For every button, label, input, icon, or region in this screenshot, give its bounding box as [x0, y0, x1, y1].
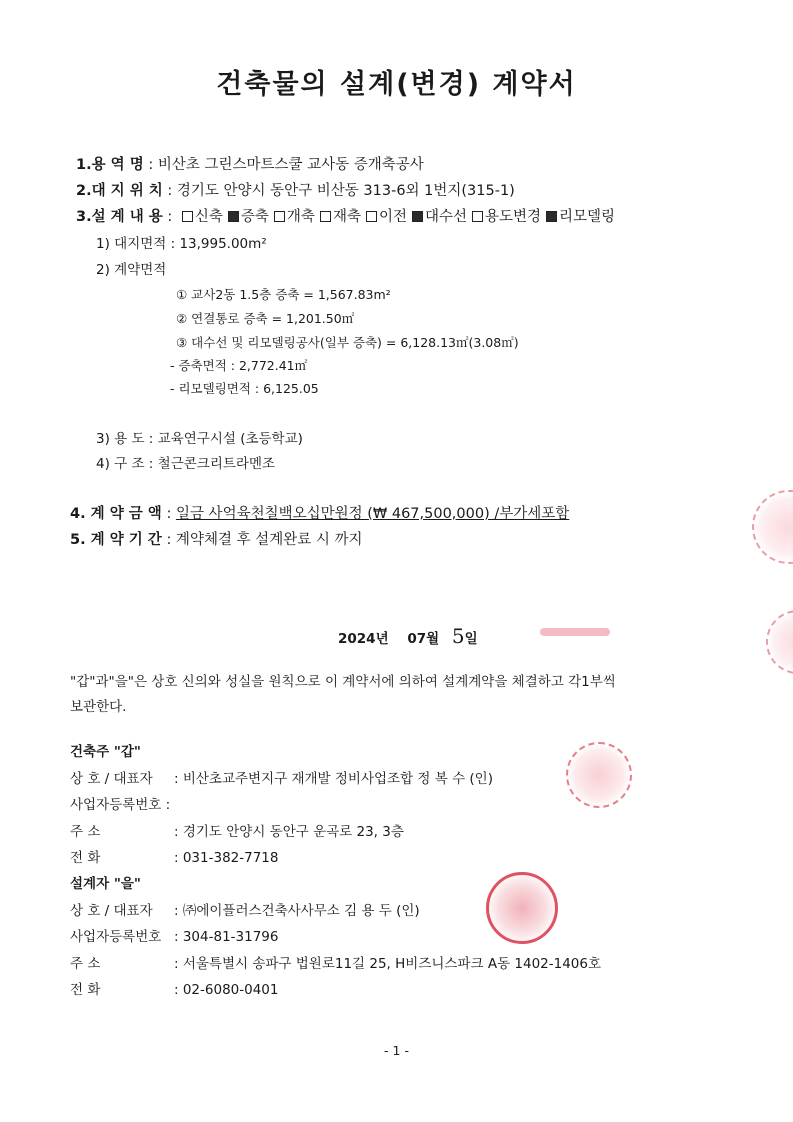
preamble-line-2: 보관한다.: [70, 699, 127, 715]
party-b-rep-label: 상 호 / 대표자: [70, 903, 153, 919]
party-b-rep-row: [70, 899, 420, 919]
option-checkbox-6: [472, 211, 483, 222]
contract-amount-value: 일금 사억육천칠백오십만원정 (₩ 467,500,000) /부가세포함: [175, 506, 570, 522]
area-item-3: ③ 대수선 및 리모델링공사(일부 증축) = 6,128.13㎡(3.08㎡): [176, 335, 519, 350]
document-title: 건축물의 설계(변경) 계약서: [216, 69, 577, 100]
contract-amount-row: [70, 502, 569, 523]
design-content-row: [76, 205, 615, 226]
option-label-0: 신축: [194, 209, 223, 225]
party-a-addr-label: 주 소: [70, 824, 101, 840]
contract-amount-label: 4. 계 약 금 액: [70, 506, 162, 522]
party-b-tel-label: 전 화: [70, 982, 101, 998]
option-checkbox-7: [546, 211, 557, 222]
extension-area: - 증축면적 : 2,772.41㎡: [170, 358, 308, 373]
option-label-6: 용도변경: [485, 209, 542, 225]
party-b-seal: [486, 872, 558, 944]
option-checkbox-1: [228, 211, 239, 222]
structure-row: 4) 구 조 : 철근콘크리트라멘조: [96, 456, 276, 472]
party-a-tel-label: 전 화: [70, 850, 101, 866]
party-a-reg-label: 사업자등록번호 :: [70, 797, 171, 813]
contract-date: [338, 624, 478, 648]
use-row: 3) 용 도 : 교육연구시설 (초등학교): [96, 431, 303, 447]
seal-impression-margin-top: [752, 490, 793, 564]
contract-period-value: : 계약체결 후 설계완료 시 까지: [166, 532, 363, 548]
area-item-1: ① 교사2동 1.5층 증축 = 1,567.83m²: [176, 287, 391, 302]
party-b-tel-value: : 02-6080-0401: [174, 982, 279, 998]
service-name-label: 1.용 역 명: [76, 157, 144, 173]
option-label-7: 리모델링: [559, 209, 616, 225]
area-item-2: ② 연결통로 증축 = 1,201.50㎡: [176, 311, 355, 326]
site-area: 1) 대지면적 : 13,995.00m²: [96, 236, 267, 252]
party-a-seal: [566, 742, 632, 808]
option-label-2: 개축: [286, 209, 315, 225]
party-b-reg-label: 사업자등록번호: [70, 929, 162, 945]
party-b-addr-value: : 서울특별시 송파구 법원로11길 25, H비즈니스파크 A동 1402-1406호: [174, 956, 602, 972]
party-b-reg-value: : 304-81-31796: [174, 929, 279, 945]
party-a-heading: 건축주 "갑": [70, 744, 141, 760]
design-content-label: 3.설 계 내 용: [76, 209, 163, 225]
party-b-heading: 설계자 "을": [70, 876, 141, 892]
design-content-colon: :: [167, 209, 173, 225]
remodel-area: - 리모델링면적 : 6,125.05: [170, 381, 319, 396]
seal-impression-margin-mid: [766, 610, 793, 674]
contract-amount-colon: :: [166, 506, 172, 522]
site-location-row: [76, 179, 515, 200]
option-label-3: 재축: [332, 209, 361, 225]
service-name-value: : 비산초 그린스마트스쿨 교사동 증개축공사: [148, 157, 424, 173]
option-checkbox-2: [274, 211, 285, 222]
page-number: - 1 -: [384, 1043, 409, 1058]
party-a-rep-label: 상 호 / 대표자: [70, 771, 153, 787]
contract-area-heading: 2) 계약면적: [96, 262, 167, 278]
party-b-tel-row: [70, 978, 278, 998]
party-a-rep-value: : 비산초교주변지구 재개발 정비사업조합 정 복 수 (인): [174, 771, 493, 787]
option-checkbox-5: [412, 211, 423, 222]
party-b-addr-row: [70, 952, 601, 972]
site-location-value: : 경기도 안양시 동안구 비산동 313-6외 1번지(315-1): [167, 183, 515, 199]
option-label-1: 증축: [240, 209, 269, 225]
design-options: [177, 209, 615, 225]
party-a-addr-row: [70, 820, 404, 840]
date-year: 2024년: [338, 631, 389, 647]
date-month: 07월: [407, 631, 440, 647]
contract-period-row: [70, 528, 362, 549]
party-a-reg-row: [70, 793, 170, 813]
site-location-label: 2.대 지 위 치: [76, 183, 163, 199]
preamble-line-1: "갑"과"을"은 상호 신의와 성실을 원칙으로 이 계약서에 의하여 설계계약을 체결하고 각1부씩: [70, 674, 616, 690]
date-day-handwritten: 5: [451, 624, 465, 648]
service-name-row: [76, 153, 424, 174]
option-checkbox-3: [320, 211, 331, 222]
date-day-suffix: 일: [464, 631, 478, 647]
party-a-addr-value: : 경기도 안양시 동안구 운곡로 23, 3층: [174, 824, 404, 840]
party-a-tel-row: [70, 846, 278, 866]
party-b-addr-label: 주 소: [70, 956, 101, 972]
party-a-tel-value: : 031-382-7718: [174, 850, 279, 866]
party-b-rep-value: : ㈜에이플러스건축사사무소 김 용 두 (인): [174, 903, 420, 919]
contract-period-label: 5. 계 약 기 간: [70, 532, 162, 548]
option-checkbox-4: [366, 211, 377, 222]
seal-smudge: [540, 628, 610, 636]
option-label-5: 대수선: [424, 209, 467, 225]
option-checkbox-0: [182, 211, 193, 222]
party-b-reg-row: [70, 925, 278, 945]
party-a-rep-row: [70, 767, 493, 787]
option-label-4: 이전: [378, 209, 407, 225]
